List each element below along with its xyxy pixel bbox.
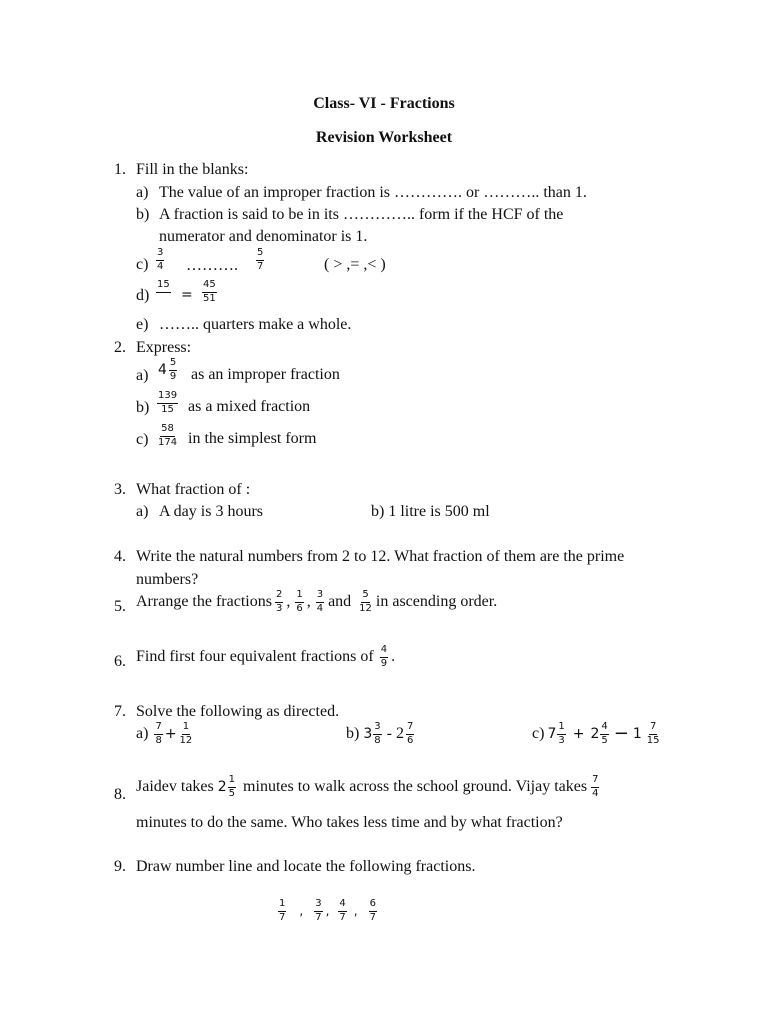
denominator: 4 [316,602,324,614]
q7c [532,722,662,746]
numerator: 139 [157,391,178,404]
q7a-fraction-1 [154,722,162,746]
denominator: 7 [315,911,322,923]
q8-whole: 2 [217,779,227,795]
q7a-operator: + [164,726,177,742]
q2-text: Express: [136,339,192,356]
q6-text-post: . [391,648,396,665]
q9-fraction-list [277,899,378,923]
q1c-fraction-1 [156,248,164,272]
q9-fraction-2 [314,899,322,923]
q4-number: 4. [114,548,126,565]
q6-text-pre: Find first four equivalent fractions of [136,648,374,665]
numerator: 1 [295,590,303,603]
numerator: 5 [256,248,264,261]
q5-text-post: in ascending order. [375,593,498,610]
q1b-text-line1: A fraction is said to be in its ………….. form if the HCF of the [159,206,564,223]
denominator: 15 [161,403,174,415]
denominator: 174 [158,436,178,448]
q7b-operator: - 2 [386,725,404,742]
q6-number: 6. [114,653,126,670]
q5-separator: , [286,593,291,610]
denominator: 5 [228,787,236,799]
q5-number: 5. [114,598,126,615]
q8-text-line2: minutes to do the same. Who takes less time and by what fraction? [136,814,563,831]
q1c-fraction-2 [256,248,264,272]
q7a [136,722,194,746]
q3-text: What fraction of : [136,481,251,498]
numerator: 1 [182,722,190,735]
q7a-fraction-2 [179,722,194,746]
numerator: 1 [557,722,565,735]
q9-text: Draw number line and locate the following fractions. [136,858,476,875]
q2c-fraction [157,424,178,448]
q9-separator: , [325,904,330,918]
denominator: 8 [374,734,381,746]
denominator: 7 [369,911,376,923]
numerator: 4 [380,645,388,658]
q1a-label: a) [136,184,149,201]
denominator: 4 [157,260,164,272]
q1c-options: ( > ,= ,< ) [324,256,386,273]
q2a-text: as an improper fraction [191,366,340,383]
q1b-label: b) [136,206,150,223]
q2b-label: b) [136,399,150,416]
q7b [346,722,415,746]
denominator: 7 [339,911,346,923]
q7c-fraction-1 [557,722,565,746]
numerator: 2 [275,590,283,603]
q7c-whole-3: 1 [632,726,642,742]
numerator: 3 [156,248,164,261]
q3a-text: A day is 3 hours [159,503,263,520]
numerator: 1 [278,899,286,912]
q1c-label: c) [136,256,149,273]
denominator [162,293,164,305]
q8-fraction-2 [591,775,599,799]
q9-separator: , [299,904,304,918]
q1a-text: The value of an improper fraction is …………. or ……….. than 1. [159,184,587,201]
q7b-fraction-2 [406,722,414,746]
q3b-text: b) 1 litre is 500 ml [371,503,490,520]
page-title: Class- VI - Fractions [313,95,455,112]
q1d-equals: = [181,287,193,303]
denominator: 9 [169,370,177,382]
numerator: 4 [338,899,346,912]
q1-number: 1. [114,161,126,178]
fraction-part [169,358,177,382]
q8-line1 [136,775,600,799]
q7c-label: c) [532,725,545,742]
q9-number: 9. [114,858,126,875]
q2a-mixed-number [158,358,178,382]
q8-text-mid: minutes to walk across the school ground. Vijay takes [243,778,588,795]
denominator: 6 [296,602,303,614]
q7c-operator-2: − [613,723,629,744]
numerator: 58 [160,424,175,437]
q4-text-line1: Write the natural numbers from 2 to 12. What fraction of them are the prime [136,548,625,565]
numerator: 7 [649,722,657,735]
q5-fraction-3 [316,590,324,614]
q7c-operator-1: + [572,726,585,742]
whole-part: 4 [158,362,167,378]
q8-fraction-1 [228,775,236,799]
q9-fraction-4 [369,899,377,923]
q7c-whole-1: 7 [547,726,557,742]
q9-separator: , [353,904,358,918]
numerator: 3 [373,722,381,735]
q9-fraction-1 [278,899,286,923]
q7-text: Solve the following as directed. [136,703,340,720]
q7c-fraction-2 [600,722,608,746]
numerator: 6 [369,899,377,912]
denominator: 5 [601,734,608,746]
q1d-fraction-2 [202,280,217,304]
numerator: 4 [600,722,608,735]
numerator: 1 [228,775,236,788]
numerator: 3 [316,590,324,603]
q6-fraction [380,645,388,669]
q4-text-line2: numbers? [136,571,199,588]
q2c-label: c) [136,431,149,448]
denominator: 3 [558,734,565,746]
q7-number: 7. [114,703,126,720]
q3-number: 3. [114,481,126,498]
q8-text-pre: Jaidev takes [136,778,214,795]
q5-fraction-4 [358,590,373,614]
numerator: 45 [202,280,217,293]
q7b-label: b) [346,725,360,742]
numerator: 7 [406,722,414,735]
q1e-label: e) [136,316,149,333]
denominator: 51 [203,292,216,304]
q1-text: Fill in the blanks: [136,161,249,178]
q2b-text: as a mixed fraction [188,398,311,415]
denominator: 3 [275,602,283,614]
denominator: 4 [592,787,599,799]
denominator: 7 [257,260,264,272]
q8-number: 8. [114,786,126,803]
q5-text-pre: Arrange the fractions [136,593,272,610]
denominator: 12 [359,602,372,614]
q3a-label: a) [136,503,149,520]
numerator: 15 [156,280,171,293]
q5-fraction-2 [295,590,303,614]
q2b-fraction [157,391,178,415]
q1d-fraction-1 [156,280,171,305]
denominator: 15 [646,734,660,746]
q7c-whole-2: 2 [590,726,600,742]
q1b-text-line2: numerator and denominator is 1. [159,228,368,245]
q1e-text: …….. quarters make a whole. [159,316,352,333]
denominator: 8 [155,734,162,746]
numerator: 5 [361,590,369,603]
numerator: 7 [591,775,599,788]
q5-separator: , [306,593,311,610]
q2-number: 2. [114,339,126,356]
q2c-text: in the simplest form [188,430,317,447]
q5-line [136,590,497,614]
numerator: 5 [169,358,177,371]
numerator: 3 [314,899,322,912]
denominator: 6 [406,734,414,746]
denominator: 9 [380,657,388,669]
q7b-whole-1: 3 [363,726,373,742]
page-subtitle: Revision Worksheet [315,129,453,146]
q1c-blank: ………. [186,257,238,274]
q1d-label: d) [136,287,150,304]
q7a-label: a) [136,725,149,742]
denominator: 7 [279,911,286,923]
q6-line [136,645,395,669]
q2a-label: a) [136,367,149,384]
numerator: 7 [154,722,162,735]
q7c-fraction-3 [646,722,661,746]
q5-fraction-1 [275,590,283,614]
q9-fraction-3 [338,899,346,923]
q7b-fraction-1 [373,722,381,746]
q5-and: and [328,593,352,610]
denominator: 12 [179,734,193,746]
